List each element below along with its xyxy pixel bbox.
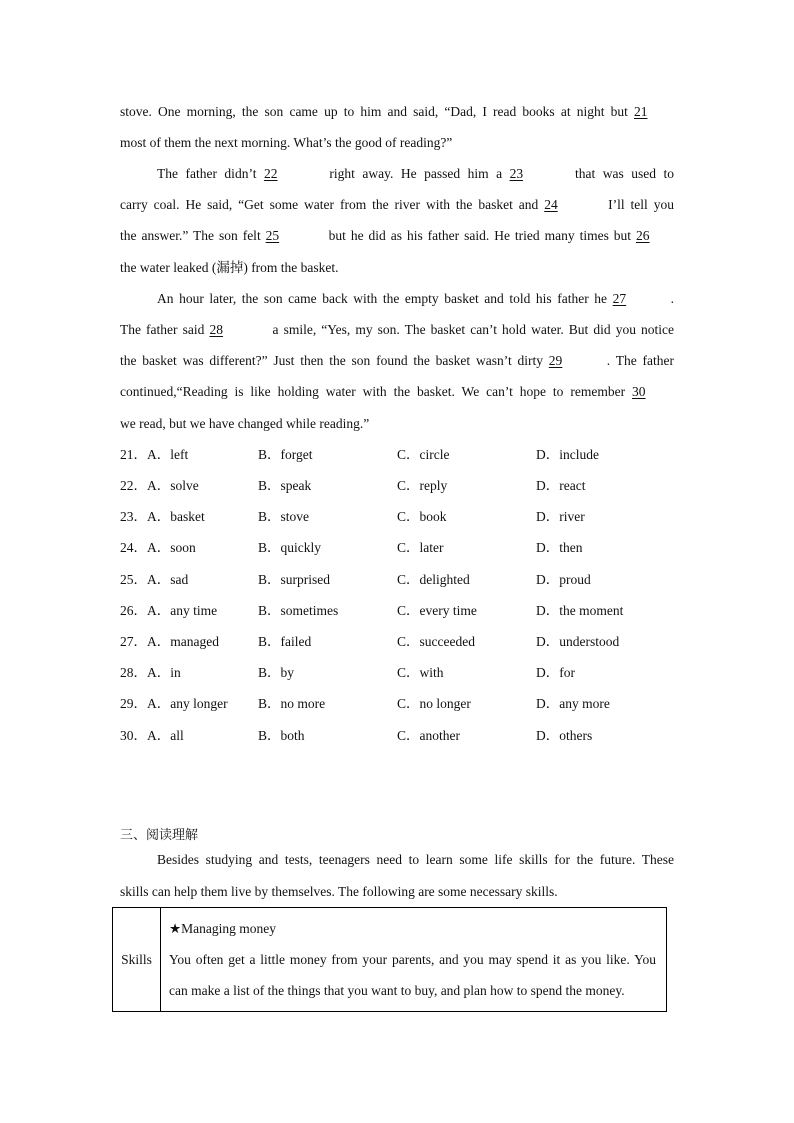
blank-22: 22 [263, 166, 278, 181]
passage-text: that was used to [567, 166, 674, 181]
passage-line [120, 226, 674, 246]
passage-text: the answer.” The son felt [120, 228, 266, 243]
passage-text: but he did as his father said. He tried many times but [323, 228, 636, 243]
blank-27: 27 [612, 291, 627, 306]
passage-text: The father said [120, 322, 210, 337]
passage-text: continued,“Reading is like holding water with the basket. We can’t hope to remember [120, 384, 632, 399]
option-d: D．understood [536, 634, 620, 649]
option-c: C．book [397, 509, 447, 524]
passage-line [120, 195, 674, 215]
passage-text: the basket was different?” Just then the son found the basket wasn’t dirty [120, 353, 549, 368]
passage-line [120, 133, 674, 153]
blank-23: 23 [509, 166, 524, 181]
option-d: D．river [536, 509, 585, 524]
blank-25: 25 [265, 228, 280, 243]
passage-line [157, 164, 674, 184]
option-a: 29．A．any longer [120, 696, 228, 711]
option-c: C．later [397, 540, 444, 555]
option-c: C．no longer [397, 696, 471, 711]
option-c: C．delighted [397, 572, 470, 587]
option-b: B．no more [258, 696, 326, 711]
option-d: D．include [536, 447, 599, 462]
skill-description-line: can make a list of the things that you want to buy, and plan how to spend the money. [169, 983, 625, 998]
section-title: 三、阅读理解 [120, 828, 199, 843]
option-a: 23．A．basket [120, 509, 205, 524]
reading-intro-line [120, 882, 674, 902]
passage-line [120, 102, 674, 122]
passage-text: most of them the next morning. What’s the good of reading?” [120, 135, 453, 150]
blank-21: 21 [634, 104, 648, 119]
reading-intro-line [157, 850, 674, 870]
passage-text: An hour later, the son came back with the empty basket and told his father he [157, 291, 613, 306]
skill-description-line: You often get a little money from your parents, and you may spend it as you like. You [169, 952, 656, 967]
option-row-30 [120, 726, 680, 746]
blank-28: 28 [209, 322, 223, 337]
option-a: 28．A．in [120, 665, 181, 680]
passage-line [120, 258, 674, 278]
skills-table [112, 907, 667, 1012]
passage-text: the water leaked (漏掉) from the basket. [120, 260, 339, 275]
option-row-29 [120, 694, 680, 714]
passage-text: a smile, “Yes, my son. The basket can’t hold water. But did you notice [267, 322, 675, 337]
option-b: B．speak [258, 478, 312, 493]
option-a: 24．A．soon [120, 540, 196, 555]
skill-item-title: ★Managing money [169, 921, 276, 936]
passage-text: stove. One morning, the son came up to him and said, “Dad, I read books at night but [120, 104, 634, 119]
passage-text: right away. He passed him a [321, 166, 510, 181]
option-c: C．circle [397, 447, 450, 462]
passage-text: . [670, 291, 674, 306]
option-b: B．stove [258, 509, 310, 524]
option-d: D．react [536, 478, 586, 493]
passage-line [120, 351, 674, 371]
option-row-21 [120, 445, 680, 465]
passage-line [120, 320, 674, 340]
passage-line [120, 414, 674, 434]
blank-24: 24 [544, 197, 558, 212]
blank-29: 29 [548, 353, 563, 368]
passage-line [157, 289, 674, 309]
reading-intro-text: skills can help them live by themselves. The following are some necessary skills. [120, 884, 558, 899]
option-row-24 [120, 538, 680, 558]
blank-26: 26 [636, 228, 650, 243]
option-row-28 [120, 663, 680, 683]
option-row-22 [120, 476, 680, 496]
option-row-25 [120, 570, 680, 590]
option-d: D．then [536, 540, 583, 555]
option-c: C．with [397, 665, 444, 680]
option-c: C．reply [397, 478, 448, 493]
skills-content-cell [161, 908, 667, 1012]
option-b: B．surprised [258, 572, 330, 587]
passage-text: . The father [606, 353, 674, 368]
passage-text: we read, but we have changed while reading.” [120, 416, 370, 431]
passage-text: I’ll tell you [602, 197, 674, 212]
option-row-23 [120, 507, 680, 527]
option-row-27 [120, 632, 680, 652]
option-c: C．succeeded [397, 634, 475, 649]
option-row-26 [120, 601, 680, 621]
option-b: B．by [258, 665, 295, 680]
option-d: D．proud [536, 572, 591, 587]
option-b: B．forget [258, 447, 313, 462]
blank-30: 30 [632, 384, 646, 399]
passage-text: carry coal. He said, “Get some water from the river with the basket and [120, 197, 545, 212]
option-b: B．sometimes [258, 603, 339, 618]
option-b: B．both [258, 728, 305, 743]
skills-header-cell: Skills [113, 908, 161, 1012]
option-b: B．quickly [258, 540, 321, 555]
option-a: 25．A．sad [120, 572, 189, 587]
option-a: 30．A．all [120, 728, 184, 743]
option-a: 27．A．managed [120, 634, 219, 649]
option-d: D．for [536, 665, 575, 680]
option-c: C．another [397, 728, 460, 743]
reading-intro-text: Besides studying and tests, teenagers need to learn some life skills for the future. These [157, 852, 674, 867]
passage-line [120, 382, 674, 402]
option-d: D．others [536, 728, 593, 743]
passage-text: The father didn’t [157, 166, 264, 181]
option-b: B．failed [258, 634, 312, 649]
option-a: 21．A．left [120, 447, 189, 462]
option-a: 22．A．solve [120, 478, 199, 493]
option-d: D．any more [536, 696, 610, 711]
option-a: 26．A．any time [120, 603, 218, 618]
option-c: C．every time [397, 603, 477, 618]
option-d: D．the moment [536, 603, 624, 618]
